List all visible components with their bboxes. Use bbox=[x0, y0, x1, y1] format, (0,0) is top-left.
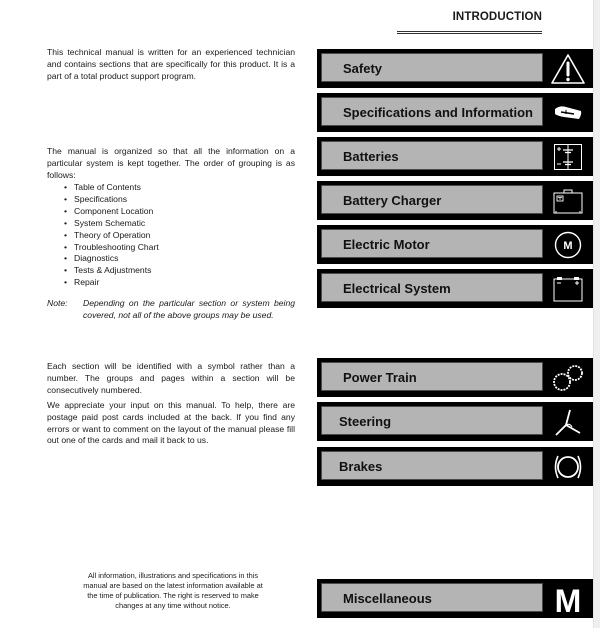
tab-label: Electric Motor bbox=[343, 236, 430, 252]
page-side-strip bbox=[593, 0, 600, 628]
symbol-paragraph: Each section will be identified with a symbol rather than a number. The groups and pages within a section will be consecutively numbered. bbox=[47, 361, 295, 395]
section-tab-safety[interactable] bbox=[317, 49, 593, 88]
battery-cells-icon bbox=[543, 137, 593, 176]
svg-text:M: M bbox=[554, 582, 582, 615]
group-list bbox=[64, 182, 159, 289]
section-tab-electric-motor[interactable] bbox=[317, 225, 593, 264]
tab-label: Specifications and Information bbox=[343, 104, 533, 120]
specification-sheet-icon bbox=[543, 93, 593, 132]
note-label: Note: bbox=[47, 298, 68, 308]
tab-label: Brakes bbox=[339, 458, 383, 474]
group-list-item: • Diagnostics bbox=[64, 253, 159, 265]
warning-triangle-icon bbox=[543, 49, 593, 88]
group-list-item: • Repair bbox=[64, 277, 159, 289]
note-text: Depending on the particular section or system being covered, not all of the above groups may be used. bbox=[83, 298, 295, 320]
group-list-item: • Troubleshooting Chart bbox=[64, 242, 159, 254]
miscellaneous-icon bbox=[543, 579, 593, 618]
group-list-item: • System Schematic bbox=[64, 218, 159, 230]
battery-charger-icon bbox=[543, 181, 593, 220]
steering-icon bbox=[543, 402, 593, 441]
section-tab-miscellaneous[interactable] bbox=[317, 579, 593, 618]
group-list-item: • Component Location bbox=[64, 206, 159, 218]
tab-label: Safety bbox=[343, 60, 383, 76]
header-rule bbox=[397, 31, 542, 34]
section-tab-batteries[interactable] bbox=[317, 137, 593, 176]
section-tab-specifications[interactable] bbox=[317, 93, 593, 132]
tab-label: Steering bbox=[339, 413, 392, 429]
group-list-item: • Table of Contents bbox=[64, 182, 159, 194]
tab-label: Miscellaneous bbox=[343, 590, 432, 606]
organization-paragraph: The manual is organized so that all the information on a particular system is kept together. The order of grouping is as follows: bbox=[47, 146, 295, 180]
svg-text:M: M bbox=[563, 239, 573, 252]
tab-label: Electrical System bbox=[343, 280, 451, 296]
note bbox=[47, 298, 295, 322]
electrical-battery-icon bbox=[543, 269, 593, 308]
tab-label: Batteries bbox=[343, 148, 399, 164]
intro-paragraph: This technical manual is written for an experienced technician and contains sections that are specifically for this product. It is a part of a total product support program. bbox=[47, 47, 295, 81]
group-list-item: • Tests & Adjustments bbox=[64, 265, 159, 277]
section-tab-brakes[interactable] bbox=[317, 447, 593, 486]
section-tab-power-train[interactable] bbox=[317, 358, 593, 397]
disclaimer: All information, illustrations and specifications in this manual are based on the latest information available at the time of publication. The right is reserved to make changes at any time without notice. bbox=[83, 571, 263, 610]
feedback-paragraph: We appreciate your input on this manual. To help, there are postage paid post cards included at the back. If you find any errors or want to comment on the layout of the manual please fill out one of the cards and mail it back to us. bbox=[47, 400, 295, 446]
section-tab-battery-charger[interactable] bbox=[317, 181, 593, 220]
brake-drum-icon bbox=[543, 447, 593, 486]
page-header-title: INTRODUCTION bbox=[452, 11, 542, 23]
section-tab-electrical-system[interactable] bbox=[317, 269, 593, 308]
tab-label: Battery Charger bbox=[343, 192, 442, 208]
motor-icon bbox=[543, 225, 593, 264]
tab-label: Power Train bbox=[343, 369, 417, 385]
section-tab-steering[interactable] bbox=[317, 402, 593, 441]
group-list-item: • Specifications bbox=[64, 194, 159, 206]
gears-icon bbox=[543, 358, 593, 397]
group-list-item: • Theory of Operation bbox=[64, 230, 159, 242]
